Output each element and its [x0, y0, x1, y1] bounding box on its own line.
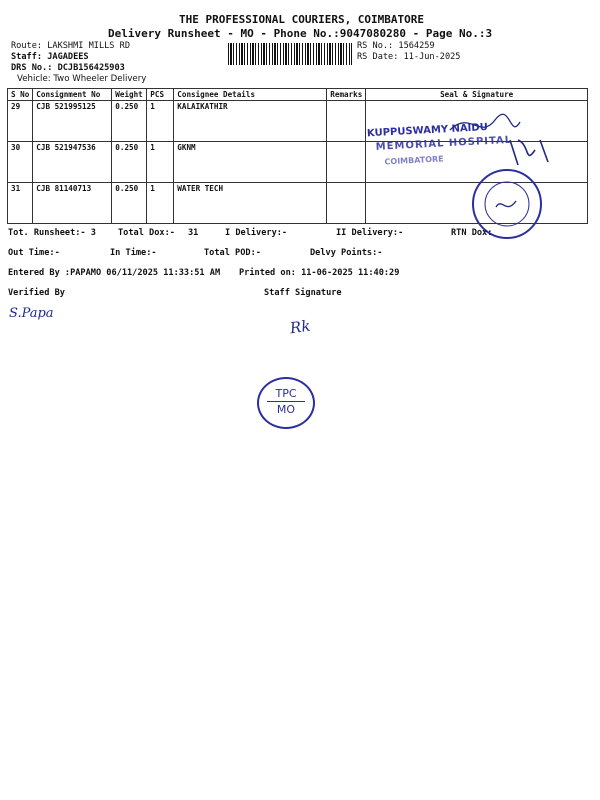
row-consignment: CJB 81140713: [33, 183, 112, 224]
runsheet-subtitle: Delivery Runsheet - MO - Phone No.:9047080280 - Page No.:3: [108, 27, 493, 40]
row-pcs: 1: [147, 183, 174, 224]
verified-handwriting: S.Papa: [9, 306, 54, 321]
total-pod: Total POD:-: [204, 248, 261, 258]
table-header-row: [8, 89, 588, 101]
row-sno: 30: [8, 142, 33, 183]
col-sno: S No: [8, 89, 33, 101]
staff-text: Staff: JAGADEES: [11, 52, 89, 62]
rs-date: RS Date: 11-Jun-2025: [357, 52, 461, 62]
row-weight: 0.250: [112, 101, 147, 142]
tpc-stamp-divider: [267, 401, 305, 402]
col-weight: Weight: [112, 89, 147, 101]
row-consignee: GKNM: [174, 142, 327, 183]
total-dox-label: Total Dox:-: [118, 228, 175, 238]
drs-text: DRS No.: DCJB156425903: [11, 63, 125, 73]
staff-signature-label: Staff Signature: [264, 288, 342, 298]
in-time: In Time:-: [110, 248, 157, 258]
route-text: Route: LAKSHMI MILLS RD: [11, 41, 130, 51]
row-consignee: KALAIKATHIR: [174, 101, 327, 142]
stamp-hospital-line3: COIMBATORE: [384, 154, 444, 167]
row-consignment: CJB 521995125: [33, 101, 112, 142]
row-remarks: [327, 183, 366, 224]
col-consignee: Consignee Details: [174, 89, 327, 101]
tpc-stamp-line2: MO: [276, 403, 296, 416]
row-sno: 29: [8, 101, 33, 142]
ii-delivery: II Delivery:-: [336, 228, 404, 238]
verified-by: Verified By: [8, 288, 65, 298]
company-name: THE PROFESSIONAL COURIERS, COIMBATORE: [179, 13, 425, 26]
rtn-dox: RTN Dox:: [451, 228, 493, 238]
vehicle-text: Vehicle: Two Wheeler Delivery: [17, 74, 147, 84]
out-time: Out Time:-: [8, 248, 60, 258]
rs-no: RS No.: 1564259: [357, 41, 435, 51]
barcode-image: [228, 43, 352, 65]
stamp-hospital-line1: KUPPUSWAMY NAIDU: [366, 121, 489, 140]
col-consignment: Consignment No: [33, 89, 112, 101]
col-seal: Seal & Signature: [366, 89, 588, 101]
row-weight: 0.250: [112, 183, 147, 224]
tpc-stamp: [257, 377, 315, 429]
i-delivery: I Delivery:-: [225, 228, 288, 238]
row-pcs: 1: [147, 142, 174, 183]
row-weight: 0.250: [112, 142, 147, 183]
tpc-stamp-line1: TPC: [275, 387, 297, 400]
row-pcs: 1: [147, 101, 174, 142]
row-sno: 31: [8, 183, 33, 224]
tot-runsheet: Tot. Runsheet:- 3: [8, 228, 96, 238]
col-remarks: Remarks: [327, 89, 366, 101]
delvy-points: Delvy Points:-: [310, 248, 383, 258]
total-dox-value: 31: [188, 228, 199, 238]
row-consignment: CJB 521947536: [33, 142, 112, 183]
row-consignee: WATER TECH: [174, 183, 327, 224]
col-pcs: PCS: [147, 89, 174, 101]
printed-on: Printed on: 11-06-2025 11:40:29: [239, 268, 400, 278]
entered-by: Entered By :PAPAMO 06/11/2025 11:33:51 AM: [8, 268, 221, 278]
staff-handwriting: Rk: [288, 316, 312, 338]
stamp-hospital-line2: MEMORIAL HOSPITAL: [375, 134, 513, 153]
signature-scribble: [440, 110, 560, 170]
